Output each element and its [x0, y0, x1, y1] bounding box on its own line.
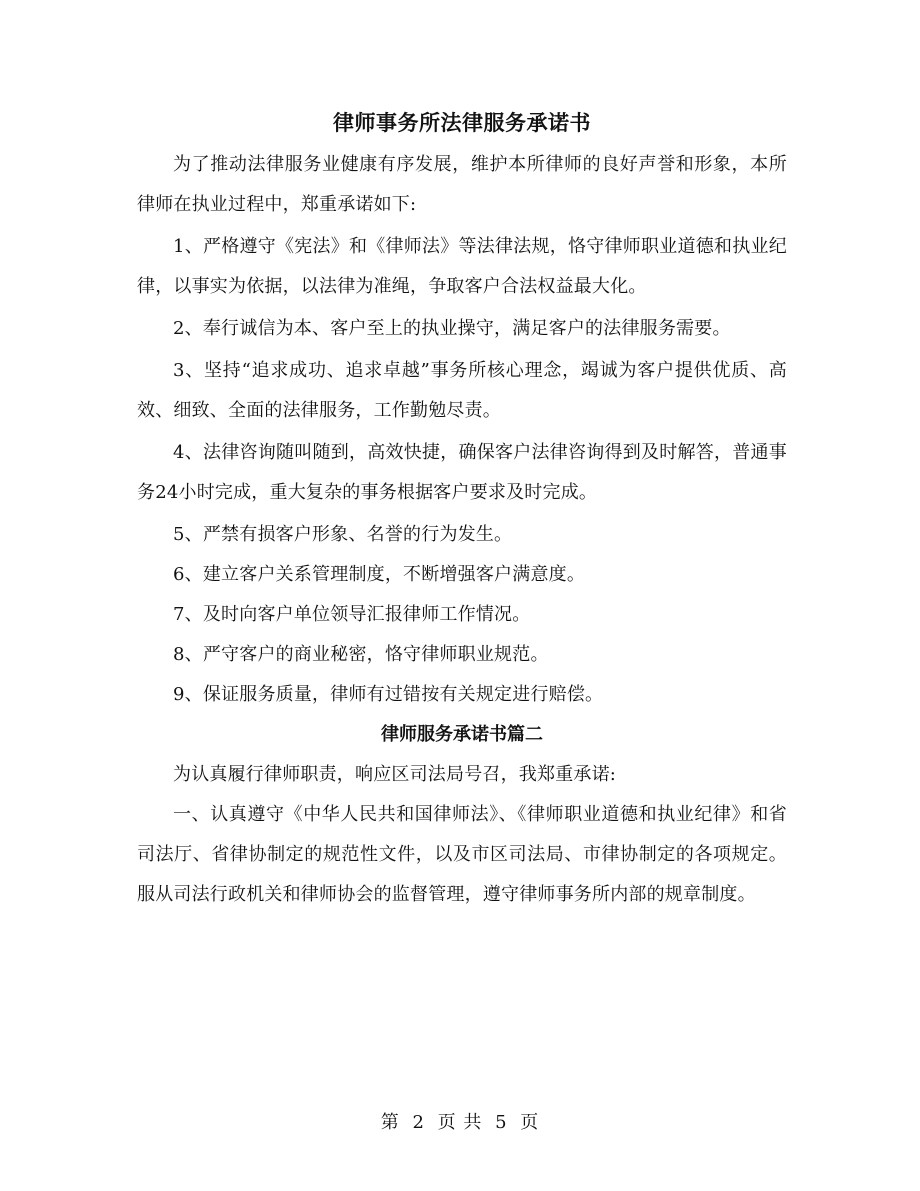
commitment-item-1: 1、严格遵守《宪法》和《律师法》等法律法规，恪守律师职业道德和执业纪律，以事实为依据，以法律为准绳，争取客户合法权益最大化。: [137, 236, 787, 297]
section2-item-1: 一、认真遵守《中华人民共和国律师法》、《律师职业道德和执业纪律》和省司法厅、省律协制定的规范性文件，以及市区司法局、市律协制定的各项规定。服从司法行政机关和律师协会的监督管理，遵守律师事务所内部的规章制度。: [137, 804, 787, 905]
footer-total-pages: 5: [495, 1112, 508, 1133]
footer-middle: 页 共: [437, 1112, 483, 1133]
section2-intro-paragraph: 为认真履行律师职责，响应区司法局号召，我郑重承诺:: [173, 764, 617, 785]
commitment-item-5: 5、严禁有损客户形象、名誉的行为发生。: [173, 524, 513, 545]
footer-prefix: 第: [380, 1112, 400, 1133]
page-footer: [0, 1108, 920, 1138]
commitment-item-2: 2、奉行诚信为本、客户至上的执业操守，满足客户的法律服务需要。: [173, 318, 731, 339]
commitment-item-7: 7、及时向客户单位领导汇报律师工作情况。: [173, 604, 531, 625]
section2-title: 律师服务承诺书篇二: [381, 724, 543, 745]
intro-paragraph: 为了推动法律服务业健康有序发展，维护本所律师的良好声誉和形象，本所律师在执业过程中，郑重承诺如下:: [137, 154, 787, 215]
commitment-item-4: 4、法律咨询随叫随到，高效快捷，确保客户法律咨询得到及时解答，普通事务24小时完成，重大复杂的事务根据客户要求及时完成。: [137, 442, 787, 503]
commitment-item-9: 9、保证服务质量，律师有过错按有关规定进行赔偿。: [173, 684, 604, 705]
footer-suffix: 页: [520, 1112, 540, 1133]
commitment-item-6: 6、建立客户关系管理制度，不断增强客户满意度。: [173, 564, 586, 585]
commitment-item-3: 3、坚持“追求成功、追求卓越”事务所核心理念，竭诚为客户提供优质、高效、细致、全面的法律服务，工作勤勉尽责。: [137, 360, 787, 421]
commitment-item-8: 8、严守客户的商业秘密，恪守律师职业规范。: [173, 644, 549, 665]
footer-page-number: 2: [412, 1112, 425, 1133]
document-title: 律师事务所法律服务承诺书: [333, 110, 591, 135]
document-body: [137, 103, 787, 915]
